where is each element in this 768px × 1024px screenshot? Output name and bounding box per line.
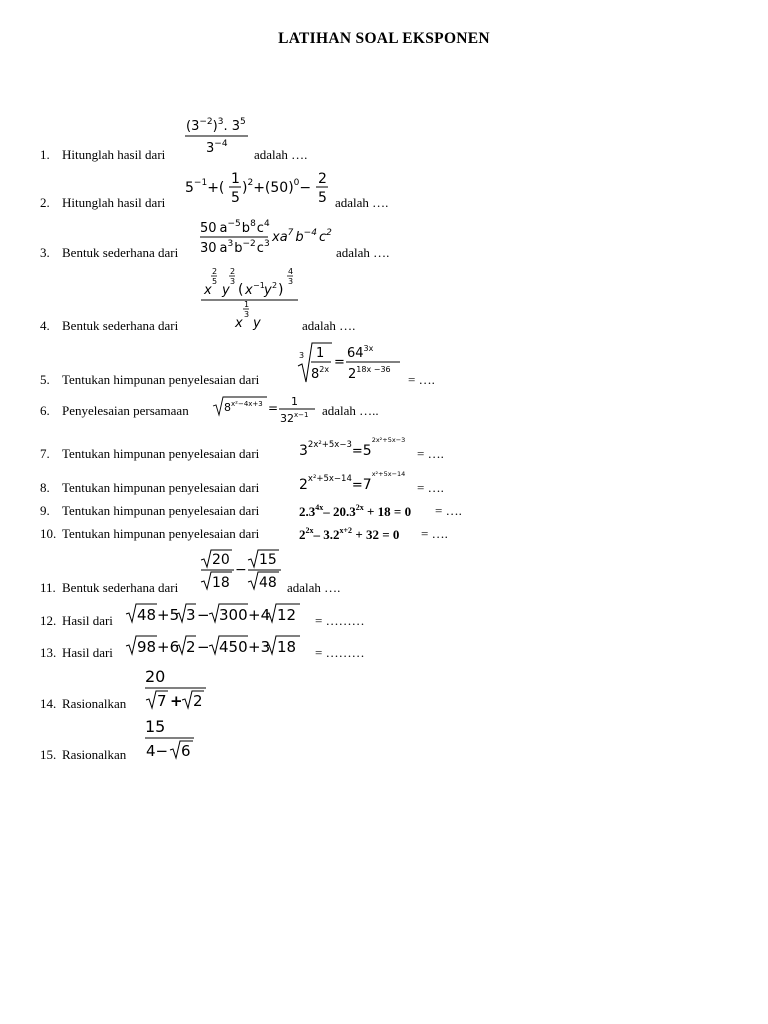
- item-number: 8.: [40, 480, 50, 495]
- svg-text:2: 2: [318, 171, 327, 187]
- formula-3: [198, 215, 338, 259]
- question-text: Tentukan himpunan penyelesaian dari: [62, 503, 260, 518]
- formula-11: [198, 546, 286, 594]
- svg-text:2x²+5x−14=7x²+5x−14: $2^{x^2+5x-14}=7^{x^2+5x-14}$: [299, 470, 406, 493]
- formula-5: [296, 340, 404, 386]
- question-text: Bentuk sederhana dari: [62, 580, 179, 595]
- item-number: 1.: [40, 147, 50, 162]
- svg-text:20: 20: [145, 667, 166, 686]
- svg-text:−: −: [235, 562, 247, 578]
- question-tail: = ….: [417, 446, 444, 461]
- svg-text:y: y: [253, 316, 261, 331]
- question-text: Hasil dari: [62, 645, 113, 660]
- svg-text:−: −: [197, 638, 210, 656]
- question-tail: = ….: [421, 526, 448, 541]
- svg-text:82x: $8^{2x}$: [311, 365, 330, 382]
- svg-text:4−: 4−: [146, 742, 169, 760]
- question-text: Tentukan himpunan penyelesaian dari: [62, 480, 260, 495]
- svg-text:30a3b−2c3: 30 $a^3b^{-2}c^3$: [200, 239, 270, 256]
- svg-text:300: 300: [219, 606, 248, 624]
- question-text: Tentukan himpunan penyelesaian dari: [62, 446, 260, 461]
- svg-text:y: y: [222, 283, 230, 298]
- svg-text:5: 5: [318, 190, 327, 206]
- svg-text:x: x: [245, 283, 253, 298]
- question-tail: = ….: [417, 480, 444, 495]
- svg-text:1: 1: [291, 395, 298, 408]
- question-tail: adalah ….: [335, 195, 389, 210]
- formula-8: [298, 466, 416, 494]
- item-number: 11.: [40, 580, 56, 595]
- svg-text:+: +: [170, 692, 183, 710]
- question-tail: adalah …..: [322, 403, 379, 418]
- question-tail: adalah ….: [336, 245, 390, 260]
- svg-text:5: 5: [231, 190, 240, 206]
- svg-text:=: =: [268, 401, 279, 415]
- item-number: 5.: [40, 372, 50, 387]
- equation-9: $2.3^{4x}-$ $20.3^{2x} + 18 = 0$: [299, 503, 412, 519]
- formula-13: [124, 633, 310, 659]
- svg-text:3: 3: [230, 277, 236, 286]
- question-text: Hasil dari: [62, 613, 113, 628]
- svg-text:643x: $64^{3x}$: [347, 344, 374, 361]
- svg-text:20: 20: [212, 552, 230, 568]
- question-tail: adalah ….: [254, 147, 308, 162]
- item-number: 10.: [40, 526, 57, 541]
- question-tail: = ………: [315, 613, 365, 628]
- formula-4: [198, 265, 302, 335]
- formula-2: [183, 168, 333, 208]
- svg-text:y: y: [264, 283, 272, 298]
- item-number: 14.: [40, 696, 57, 711]
- svg-text:=: =: [334, 355, 345, 370]
- svg-text:12: 12: [277, 606, 297, 624]
- question-text: Bentuk sederhana dari: [62, 318, 179, 333]
- svg-text:+6: +6: [157, 638, 180, 656]
- question-text: Bentuk sederhana dari: [62, 245, 179, 260]
- svg-text:6: 6: [181, 742, 191, 760]
- svg-text:5: 5: [212, 277, 218, 286]
- question-text: Rasionalkan: [62, 696, 127, 711]
- svg-text:1: 1: [231, 171, 240, 187]
- svg-text:15: 15: [259, 552, 277, 568]
- question-tail: = ….: [408, 372, 435, 387]
- svg-text:18: 18: [277, 638, 297, 656]
- equation-10: $2^{2x}-$ $3.2^{x+2} + 32 = 0$: [299, 526, 400, 542]
- question-text: Hitunglah hasil dari: [62, 147, 166, 162]
- svg-text:xa7b−4c2: $xa^7$ $b^{-4}$ $c^2$: [272, 228, 332, 245]
- item-number: 2.: [40, 195, 50, 210]
- svg-text:218x −36: $2^{18x -36}$: [348, 365, 391, 382]
- formula-14: [142, 664, 212, 712]
- question-text: Penyelesaian persamaan: [62, 403, 189, 418]
- item-number: 7.: [40, 446, 50, 461]
- svg-text:(3−2)3. 35: $(3^{-2})^3$. $3^5$: [186, 117, 246, 134]
- svg-text:+4: +4: [248, 606, 271, 624]
- svg-text:)2+(50)0−: )$^2+(50)^0-$: [242, 178, 312, 196]
- question-tail: adalah ….: [302, 318, 356, 333]
- svg-text:18: 18: [212, 575, 230, 591]
- svg-text:2: 2: [272, 281, 278, 290]
- svg-text:8x²−4x+3: $8^{x^2-4x+3}$: [224, 400, 263, 414]
- svg-text:2: 2: [230, 267, 236, 276]
- page-title: LATIHAN SOAL EKSPONEN: [278, 30, 490, 47]
- svg-text:2: 2: [193, 692, 203, 710]
- svg-text:98: 98: [137, 638, 157, 656]
- item-number: 6.: [40, 403, 50, 418]
- formula-1: [182, 114, 252, 160]
- question-text: Tentukan himpunan penyelesaian dari: [62, 372, 260, 387]
- svg-text:32x²+5x−3=52x²+5x−3: $3^{2x^2+5x-3}=5^{2x^2+5x-3}$: [299, 436, 406, 459]
- svg-text:x: x: [235, 316, 243, 331]
- svg-text:1: 1: [244, 300, 250, 309]
- svg-text:3: 3: [244, 310, 250, 319]
- svg-text:+5: +5: [157, 606, 180, 624]
- svg-text:): ): [278, 282, 284, 298]
- svg-text:7: 7: [157, 692, 167, 710]
- svg-text:3: 3: [288, 277, 294, 286]
- svg-text:32x−1: $32^{x-1}$: [280, 411, 309, 425]
- svg-text:2: 2: [212, 267, 218, 276]
- item-number: 4.: [40, 318, 50, 333]
- svg-text:48: 48: [259, 575, 277, 591]
- question-tail: = ….: [435, 503, 462, 518]
- item-number: 3.: [40, 245, 50, 260]
- formula-15: [142, 714, 200, 762]
- question-text: Hitunglah hasil dari: [62, 195, 166, 210]
- svg-text:50a−5b8c4: 50 $a^{-5}b^8c^4$: [200, 219, 270, 236]
- item-number: 12.: [40, 613, 57, 628]
- svg-text:+3: +3: [248, 638, 271, 656]
- svg-text:−1: −1: [253, 281, 265, 290]
- svg-text:x: x: [204, 283, 212, 298]
- svg-text:48: 48: [137, 606, 157, 624]
- question-text: Rasionalkan: [62, 747, 127, 762]
- svg-text:450: 450: [219, 638, 248, 656]
- svg-text:5−1+(: $5^{-1}+$(: [185, 178, 225, 196]
- svg-text:1: 1: [316, 346, 325, 361]
- question-tail: = ………: [315, 645, 365, 660]
- svg-text:3: 3: [299, 351, 305, 360]
- svg-text:3−4: $3^{-4}$: [206, 139, 228, 156]
- svg-text:3: 3: [186, 606, 196, 624]
- item-number: 15.: [40, 747, 57, 762]
- formula-12: [124, 601, 310, 627]
- svg-text:15: 15: [145, 717, 166, 736]
- formula-6: [211, 392, 321, 428]
- item-number: 13.: [40, 645, 57, 660]
- question-text: Tentukan himpunan penyelesaian dari: [62, 526, 260, 541]
- svg-text:(: (: [238, 282, 244, 298]
- svg-text:4: 4: [288, 267, 294, 276]
- svg-text:2: 2: [186, 638, 196, 656]
- item-number: 9.: [40, 503, 50, 518]
- svg-text:−: −: [197, 606, 210, 624]
- question-tail: adalah ….: [287, 580, 341, 595]
- formula-7: [298, 432, 416, 460]
